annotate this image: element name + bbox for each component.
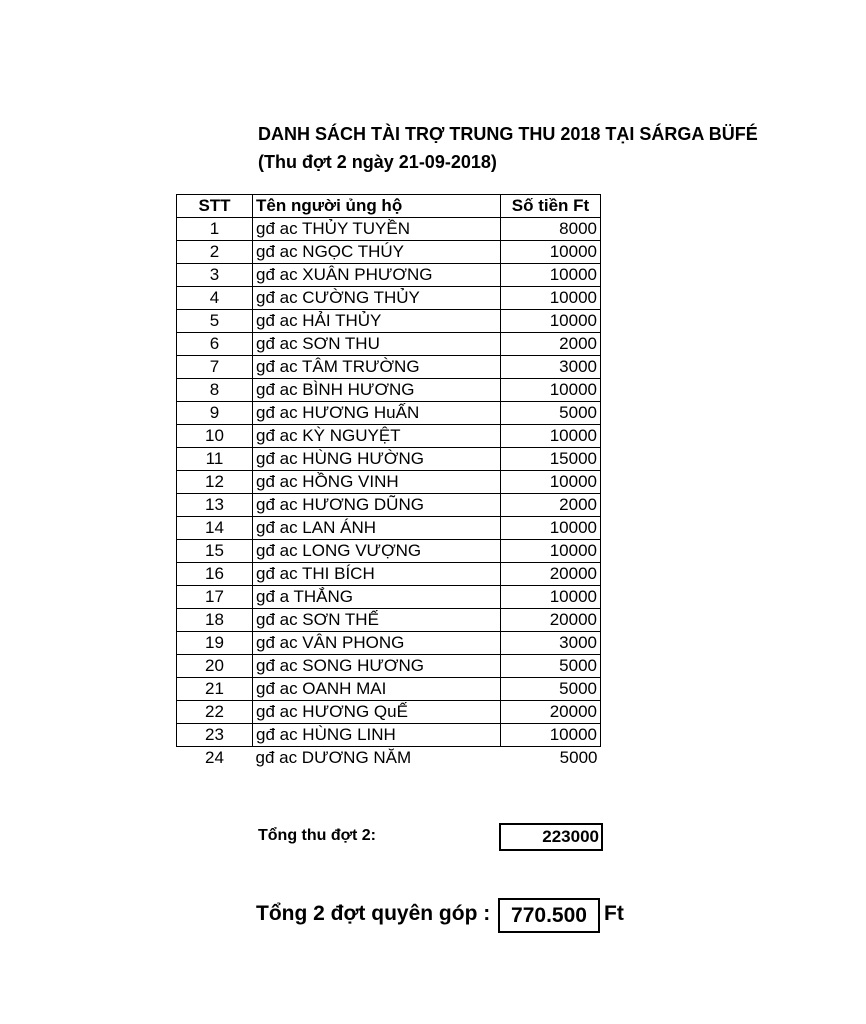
row-donor-name: gđ a THẮNG (253, 586, 501, 609)
row-amount: 3000 (501, 632, 601, 655)
round-total-label: Tổng thu đợt 2: (258, 827, 377, 844)
table-row (177, 287, 601, 310)
row-donor-name: gđ ac LONG VƯỢNG (253, 540, 501, 563)
row-stt: 19 (177, 632, 253, 655)
table-row (177, 678, 601, 701)
row-amount: 10000 (501, 264, 601, 287)
row-stt: 18 (177, 609, 253, 632)
row-donor-name: gđ ac SONG HƯƠNG (253, 655, 501, 678)
table-row (177, 747, 601, 770)
row-amount: 10000 (501, 287, 601, 310)
row-stt: 11 (177, 448, 253, 471)
title-line-1: DANH SÁCH TÀI TRỢ TRUNG THU 2018 TẠI SÁRGA BÜFÉ (258, 124, 758, 144)
donor-rows (177, 218, 601, 770)
row-stt: 14 (177, 517, 253, 540)
table-row (177, 586, 601, 609)
table-row (177, 310, 601, 333)
row-donor-name: gđ ac VÂN PHONG (253, 632, 501, 655)
row-stt: 9 (177, 402, 253, 425)
table-row (177, 448, 601, 471)
row-amount: 10000 (501, 310, 601, 333)
row-donor-name: gđ ac THỦY TUYỀN (253, 218, 501, 241)
row-stt: 7 (177, 356, 253, 379)
row-donor-name: gđ ac HƯƠNG DŨNG (253, 494, 501, 517)
title-line-2: (Thu đợt 2 ngày 21-09-2018) (258, 152, 497, 172)
row-donor-name: gđ ac HÙNG HƯỜNG (253, 448, 501, 471)
table-row (177, 701, 601, 724)
table-row (177, 356, 601, 379)
row-stt: 1 (177, 218, 253, 241)
row-donor-name: gđ ac HẢI THỦY (253, 310, 501, 333)
row-amount: 15000 (501, 448, 601, 471)
row-stt: 17 (177, 586, 253, 609)
row-amount: 2000 (501, 333, 601, 356)
row-donor-name: gđ ac HỒNG VINH (253, 471, 501, 494)
table-row (177, 471, 601, 494)
table-row (177, 517, 601, 540)
row-amount: 5000 (501, 678, 601, 701)
header-amount: Số tiền Ft (501, 195, 601, 218)
row-stt: 5 (177, 310, 253, 333)
grand-total-unit: Ft (604, 902, 624, 925)
table-row (177, 724, 601, 747)
header-name: Tên người ủng hộ (253, 195, 501, 218)
row-amount: 20000 (501, 609, 601, 632)
row-stt: 8 (177, 379, 253, 402)
header-stt: STT (177, 195, 253, 218)
row-stt: 6 (177, 333, 253, 356)
row-donor-name: gđ ac OANH MAI (253, 678, 501, 701)
row-amount: 5000 (559, 748, 598, 767)
table-row (177, 379, 601, 402)
row-donor-name: gđ ac CƯỜNG THỦY (253, 287, 501, 310)
row-stt: 21 (177, 678, 253, 701)
row-donor-name: gđ ac HƯƠNG HuẤN (253, 402, 501, 425)
table-row (177, 241, 601, 264)
document-title (258, 120, 758, 176)
row-amount: 10000 (501, 425, 601, 448)
row-amount: 5000 (501, 655, 601, 678)
row-stt: 4 (177, 287, 253, 310)
grand-total-label: Tổng 2 đợt quyên góp : (256, 902, 491, 925)
row-stt: 22 (177, 701, 253, 724)
table-row (177, 425, 601, 448)
round-total-value: 223000 (499, 823, 603, 851)
row-donor-name: gđ ac KỲ NGUYỆT (253, 425, 501, 448)
row-amount: 8000 (501, 218, 601, 241)
table-row (177, 632, 601, 655)
row-amount: 20000 (501, 563, 601, 586)
donor-table (176, 194, 601, 769)
row-stt: 12 (177, 471, 253, 494)
row-donor-name: gđ ac LAN ÁNH (253, 517, 501, 540)
row-stt: 16 (177, 563, 253, 586)
row-stt: 20 (177, 655, 253, 678)
table-row (177, 609, 601, 632)
table-row (177, 494, 601, 517)
row-amount: 5000 (501, 402, 601, 425)
row-donor-name: gđ ac XUÂN PHƯƠNG (253, 264, 501, 287)
row-donor-name: gđ ac NGỌC THÚY (253, 241, 501, 264)
table-header-row (177, 195, 601, 218)
row-donor-name: gđ ac SƠN THU (253, 333, 501, 356)
row-stt: 23 (177, 724, 253, 747)
row-donor-name: gđ ac THI BÍCH (253, 563, 501, 586)
table-row (177, 218, 601, 241)
row-amount: 2000 (501, 494, 601, 517)
row-donor-name: gđ ac BÌNH HƯƠNG (253, 379, 501, 402)
row-donor-name: gđ ac DƯƠNG NĂM (255, 748, 412, 767)
row-stt: 24 (205, 748, 224, 767)
row-donor-name: gđ ac HƯƠNG QuẾ (253, 701, 501, 724)
row-amount: 10000 (501, 540, 601, 563)
row-amount: 10000 (501, 241, 601, 264)
row-amount: 10000 (501, 471, 601, 494)
row-stt: 3 (177, 264, 253, 287)
table-row (177, 563, 601, 586)
grand-total-value: 770.500 (498, 898, 600, 933)
row-stt: 13 (177, 494, 253, 517)
row-stt: 2 (177, 241, 253, 264)
row-donor-name: gđ ac TÂM TRƯỜNG (253, 356, 501, 379)
table-row (177, 264, 601, 287)
table-row (177, 333, 601, 356)
row-stt: 10 (177, 425, 253, 448)
row-amount: 10000 (501, 517, 601, 540)
table-row (177, 402, 601, 425)
row-amount: 10000 (501, 586, 601, 609)
row-amount: 10000 (501, 724, 601, 747)
row-amount: 10000 (501, 379, 601, 402)
row-donor-name: gđ ac HÙNG LINH (253, 724, 501, 747)
row-donor-name: gđ ac SƠN THẾ (253, 609, 501, 632)
table-row (177, 655, 601, 678)
row-amount: 3000 (501, 356, 601, 379)
row-amount: 20000 (501, 701, 601, 724)
row-stt: 15 (177, 540, 253, 563)
table-row (177, 540, 601, 563)
